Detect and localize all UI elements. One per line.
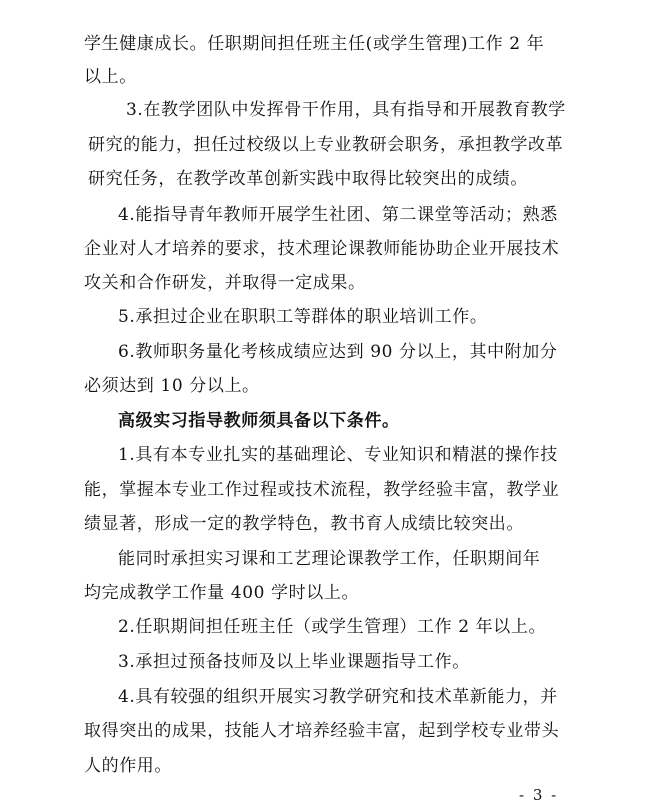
text-line: 研究的能力，担任过校级以上专业教研会职务，承担教学改革	[88, 135, 564, 155]
text-line: 能，掌握本专业工作过程或技术流程，教学经验丰富，教学业	[84, 480, 560, 500]
text-line: 攻关和合作研发，并取得一定成果。	[84, 273, 366, 293]
text-line: 4.具有较强的组织开展实习教学研究和技术革新能力，并	[118, 687, 558, 707]
text-line: 人的作用。	[84, 756, 172, 776]
section-heading: 高级实习指导教师须具备以下条件。	[118, 411, 400, 431]
text-line: 取得突出的成果，技能人才培养经验丰富，起到学校专业带头	[84, 721, 560, 741]
text-line: 企业对人才培养的要求，技术理论课教师能协助企业开展技术	[84, 239, 560, 259]
text-line: 能同时承担实习课和工艺理论课教学工作，任职期间年	[118, 549, 541, 569]
text-line: 均完成教学工作量 400 学时以上。	[84, 583, 360, 603]
text-line: 3.在教学团队中发挥骨干作用，具有指导和开展教育教学	[126, 100, 566, 120]
text-line: 以上。	[84, 67, 137, 87]
text-line: 研究任务，在教学改革创新实践中取得比较突出的成绩。	[88, 169, 528, 189]
text-line: 2.任职期间担任班主任（或学生管理）工作 2 年以上。	[118, 617, 547, 637]
page-number: - 3 -	[519, 786, 559, 804]
text-line: 5.承担过企业在职职工等群体的职业培训工作。	[118, 307, 488, 327]
text-line: 3.承担过预备技师及以上毕业课题指导工作。	[118, 652, 470, 672]
text-line: 4.能指导青年教师开展学生社团、第二课堂等活动；熟悉	[118, 205, 558, 225]
text-line: 必须达到 10 分以上。	[84, 376, 260, 396]
text-line: 6.教师职务量化考核成绩应达到 90 分以上，其中附加分	[118, 342, 558, 362]
text-line: 学生健康成长。任职期间担任班主任(或学生管理)工作 2 年	[84, 34, 545, 54]
text-line: 1.具有本专业扎实的基础理论、专业知识和精湛的操作技	[118, 445, 558, 465]
text-line: 绩显著，形成一定的教学特色，教书育人成绩比较突出。	[84, 514, 524, 534]
